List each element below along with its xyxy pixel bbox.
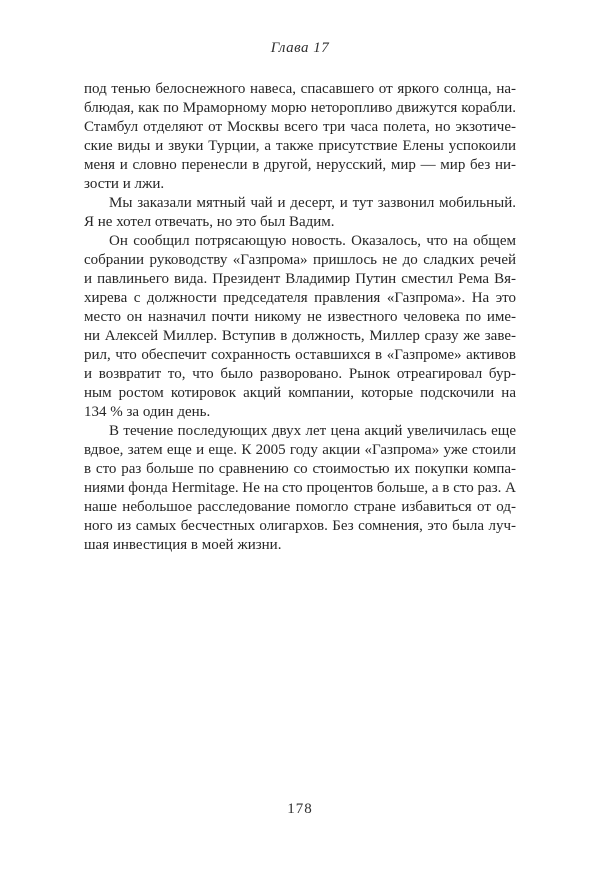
paragraph: [84, 80, 516, 194]
text-line: рил, что обеспечит сохранность оставшихся в «Газпроме» активов: [84, 347, 516, 363]
text-line: меня и словно перенесли в другой, нерусский, мир — мир без ни-: [84, 157, 516, 173]
text-line: собрании руководству «Газпрома» пришлось не до сладких речей: [84, 252, 516, 268]
paragraph: [84, 194, 516, 232]
text-line: и возвратит то, что было разворовано. Рынок отреагировал бур-: [84, 366, 516, 382]
text-line: Мы заказали мятный чай и десерт, и тут зазвонил мобильный.: [109, 195, 516, 211]
text-line: ниями фонда Hermitage. Не на сто процентов больше, а в сто раз. А: [84, 480, 516, 496]
text-line: шая инвестиция в моей жизни.: [84, 537, 282, 553]
paragraph: [84, 232, 516, 422]
text-line: Я не хотел отвечать, но это был Вадим.: [84, 214, 335, 230]
text-line: ни Алексей Миллер. Вступив в должность, Миллер сразу же заве-: [84, 328, 516, 344]
text-line: хирева с должности председателя правления «Газпрома». На это: [84, 290, 516, 306]
chapter-header: Глава 17: [270, 40, 330, 56]
text-line: 134 % за один день.: [84, 404, 211, 420]
text-line: в сто раз больше по сравнению со стоимостью их покупки компа-: [84, 461, 516, 477]
text-line: под тенью белоснежного навеса, спасавшего от яркого солнца, на-: [84, 81, 516, 97]
text-line: Он сообщил потрясающую новость. Оказалось, что на общем: [109, 233, 516, 249]
text-line: наше небольшое расследование помогло стране избавиться от од-: [84, 499, 516, 515]
paragraph: [84, 422, 516, 555]
text-line: Стамбул отделяют от Москвы всего три часа полета, но экзотиче-: [84, 119, 516, 135]
page-number: 178: [287, 801, 313, 817]
text-line: ские виды и звуки Турции, а также присутствие Елены успокоили: [84, 138, 516, 154]
text-line: место он назначил почти никому не известного человека по име-: [84, 309, 516, 325]
text-line: вдвое, затем еще и еще. К 2005 году акции «Газпрома» уже стоили: [84, 442, 516, 458]
text-line: блюдая, как по Мраморному морю неторопливо движутся корабли.: [84, 100, 516, 116]
text-line: зости и лжи.: [84, 176, 165, 192]
page-body: [84, 80, 516, 555]
text-line: ным ростом котировок акций компании, которые подскочили на: [84, 385, 516, 401]
text-line: и павлиньего вида. Президент Владимир Путин сместил Рема Вя-: [84, 271, 516, 287]
text-line: В течение последующих двух лет цена акций увеличилась еще: [109, 423, 516, 439]
text-line: ного из самых бесчестных олигархов. Без сомнения, это была луч-: [84, 518, 516, 534]
